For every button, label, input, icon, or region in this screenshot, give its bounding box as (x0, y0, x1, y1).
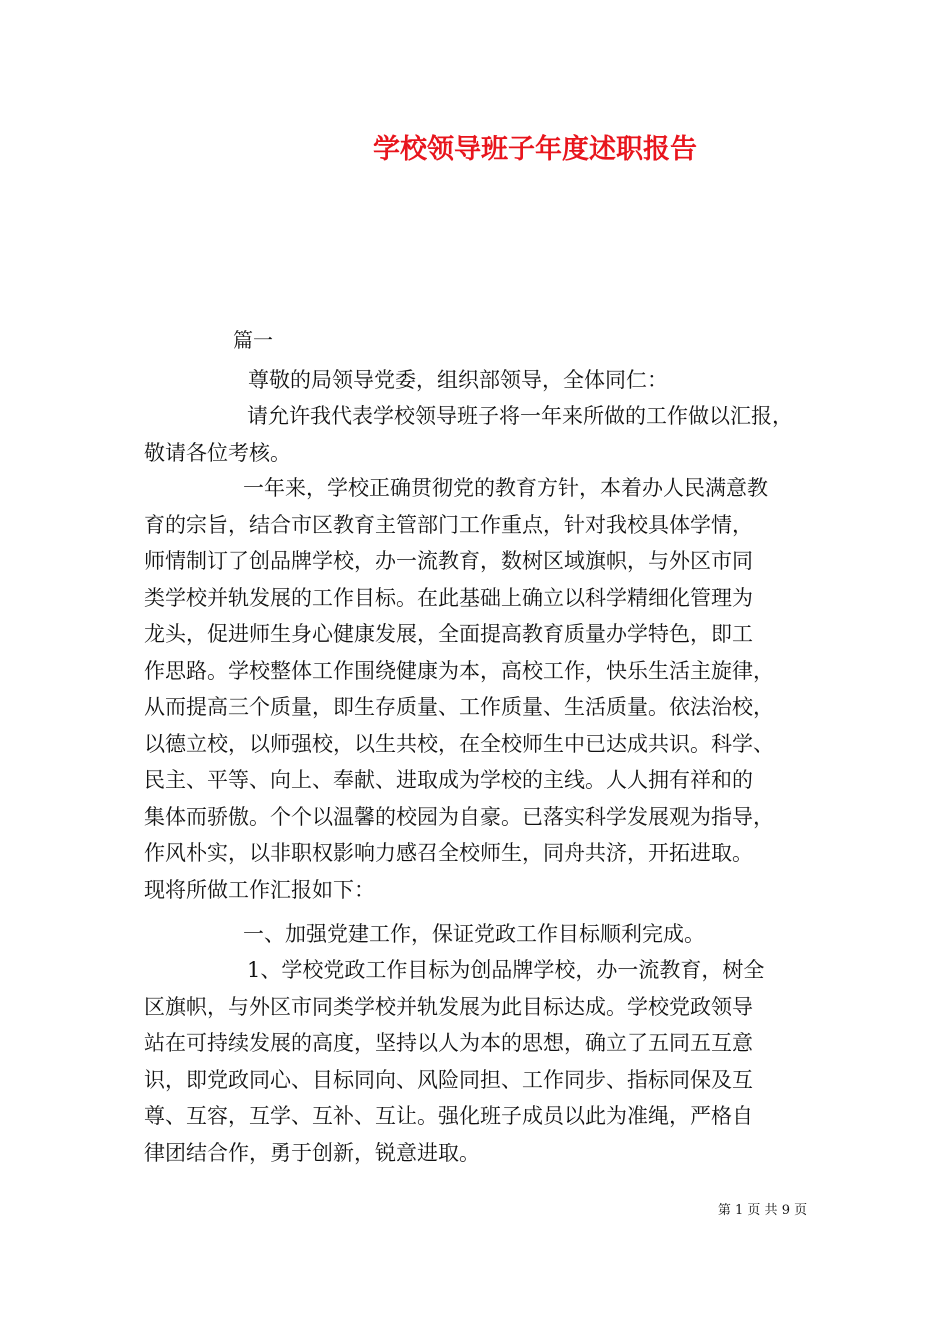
paragraph-line: 识，即党政同心、目标同向、风险同担、工作同步、指标同保及互 (144, 1067, 753, 1092)
paragraph-request (144, 398, 812, 471)
paragraph-line: 以德立校，以师强校，以生共校，在全校师生中已达成共识。科学、 (144, 731, 774, 756)
paragraph-line: 龙头，促进师生身心健康发展，全面提高教育质量办学特色，即工 (144, 622, 753, 646)
paragraph-line: 一年来，学校正确贯彻党的教育方针，本着办人民满意教 (243, 476, 768, 500)
section-heading-1 (144, 916, 812, 953)
paragraph-line: 作风朴实，以非职权影响力感召全校师生，同舟共济，开拓进取。 (144, 841, 753, 865)
greeting (248, 362, 916, 399)
paragraph-line: 区旗帜，与外区市同类学校并轨发展为此目标达成。学校党政领导 (144, 994, 753, 1019)
greeting-line: 尊敬的局领导党委，组织部领导，全体同仁： (248, 368, 668, 392)
paragraph-line: 请允许我代表学校领导班子将一年来所做的工作做以汇报， (247, 404, 793, 428)
paragraph-line: 作思路。学校整体工作围绕健康为本，高校工作，快乐生活主旋律， (144, 658, 774, 683)
paragraph-line: 1、学校党政工作目标为创品牌学校，办一流教育，树全 (247, 958, 765, 982)
paragraph-line: 类学校并轨发展的工作目标。在此基础上确立以科学精细化管理为 (144, 585, 753, 610)
paragraph-line: 育的宗旨，结合市区教育主管部门工作重点，针对我校具体学情， (144, 512, 753, 537)
section-label: 篇一 (233, 328, 273, 352)
paragraph-line: 站在可持续发展的高度，坚持以人为本的思想，确立了五同五互意 (144, 1031, 753, 1055)
paragraph-line: 民主、平等、向上、奉献、进取成为学校的主线。人人拥有祥和的 (144, 768, 753, 792)
paragraph-line: 律团结合作，勇于创新，锐意进取。 (144, 1140, 480, 1165)
page-number: 第 1 页 共 9 页 (717, 1203, 808, 1218)
paragraph-line: 从而提高三个质量，即生存质量、工作质量、生活质量。依法治校， (144, 695, 774, 719)
paragraph-line: 集体而骄傲。个个以温馨的校园为自豪。已落实科学发展观为指导， (144, 804, 774, 829)
paragraph-line: 尊、互容，互学、互补、互让。强化班子成员以此为准绳，严格自 (144, 1104, 753, 1128)
paragraph-item-1 (144, 952, 812, 1171)
paragraph-line: 敬请各位考核。 (144, 440, 291, 465)
section-heading-text: 一、加强党建工作，保证党政工作目标顺利完成。 (243, 922, 705, 946)
paragraph-line: 师情制订了创品牌学校，办一流教育，数树区域旗帜，与外区市同 (144, 549, 753, 573)
paragraph-line: 现将所做工作汇报如下： (144, 877, 375, 902)
paragraph-overview (144, 470, 812, 908)
document-title: 学校领导班子年度述职报告 (373, 134, 697, 165)
